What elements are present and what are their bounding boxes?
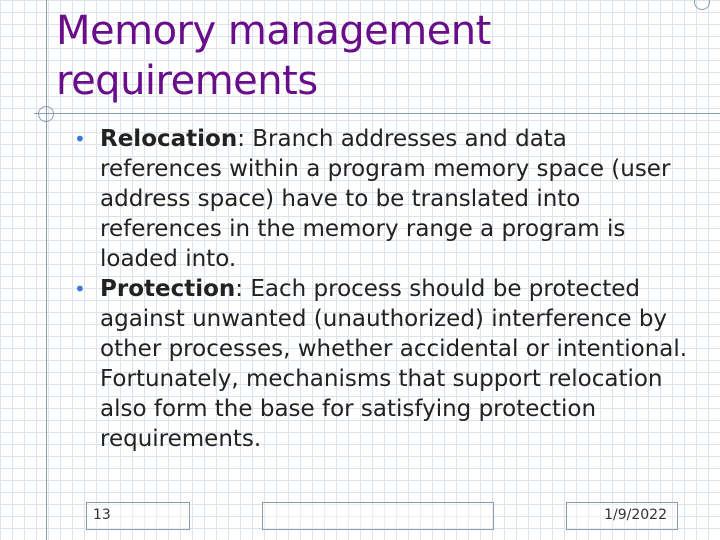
title-line-2: requirements bbox=[56, 58, 318, 104]
slide-number: 13 bbox=[93, 507, 111, 523]
bullet-text: : Each process should be protected against unwanted (unauthorized) interference by other processes, whether accidental or intentional. Fortunately, mechanisms that support relocation also form the base for satisfying protection requirements. bbox=[100, 276, 688, 452]
bullet-item-protection bbox=[70, 274, 690, 454]
slide-title bbox=[56, 6, 676, 106]
bullet-icon: • bbox=[74, 127, 86, 151]
ring-ornament-top bbox=[694, 0, 710, 10]
title-line-1: Memory management bbox=[56, 8, 491, 54]
slide-body bbox=[70, 124, 690, 454]
bullet-term: Protection bbox=[100, 276, 236, 302]
footer-slide-number-box bbox=[86, 502, 190, 530]
horizontal-rule bbox=[34, 113, 720, 114]
bullet-text: : Branch addresses and data references within a program memory space (user address space) have to be translated into references in the memory range a program is loaded into. bbox=[100, 126, 671, 272]
bullet-term: Relocation bbox=[100, 126, 238, 152]
footer-center-box bbox=[262, 502, 494, 530]
vertical-rule bbox=[46, 0, 47, 540]
bullet-icon: • bbox=[74, 277, 86, 301]
footer-date-box bbox=[566, 502, 678, 530]
ring-ornament bbox=[38, 106, 54, 122]
bullet-item-relocation bbox=[70, 124, 690, 274]
footer-date: 1/9/2022 bbox=[604, 507, 667, 523]
